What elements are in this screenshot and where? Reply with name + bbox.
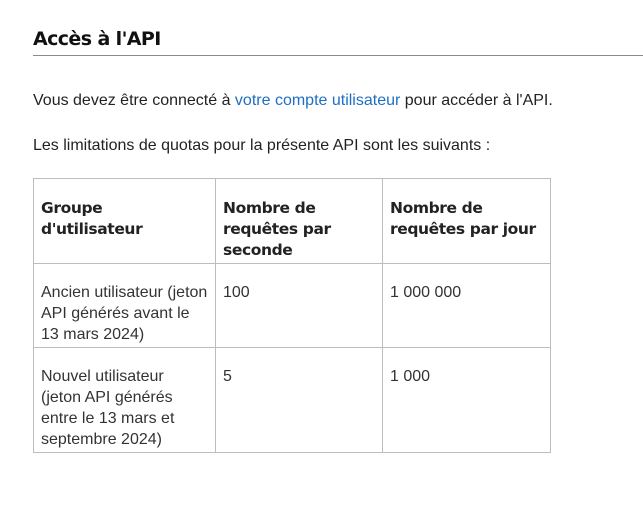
cell-requests-per-day: 1 000 000	[383, 264, 551, 348]
cell-requests-per-day: 1 000	[383, 348, 551, 453]
cell-requests-per-second: 100	[216, 264, 383, 348]
intro-paragraph	[33, 91, 553, 111]
table-row	[34, 264, 551, 348]
intro-text-after: pour accéder à l'API.	[400, 92, 553, 109]
quota-table	[33, 178, 551, 453]
page-title: Accès à l'API	[33, 28, 161, 50]
intro-text-before: Vous devez être connecté à	[33, 92, 235, 109]
header-requests-per-second: Nombre de requêtes par seconde	[216, 179, 383, 264]
user-account-link[interactable]: votre compte utilisateur	[234, 92, 401, 109]
cell-requests-per-second: 5	[216, 348, 383, 453]
header-requests-per-day: Nombre de requêtes par jour	[383, 179, 551, 264]
header-user-group: Groupe d'utilisateur	[34, 179, 216, 264]
table-header-row	[34, 179, 551, 264]
cell-user-group: Nouvel utilisateur (jeton API générés entre le 13 mars et septembre 2024)	[34, 348, 216, 453]
table-row	[34, 348, 551, 453]
quota-intro-text: Les limitations de quotas pour la présente API sont les suivants :	[33, 137, 491, 154]
section-heading	[33, 26, 643, 56]
cell-user-group: Ancien utilisateur (jeton API générés avant le 13 mars 2024)	[34, 264, 216, 348]
